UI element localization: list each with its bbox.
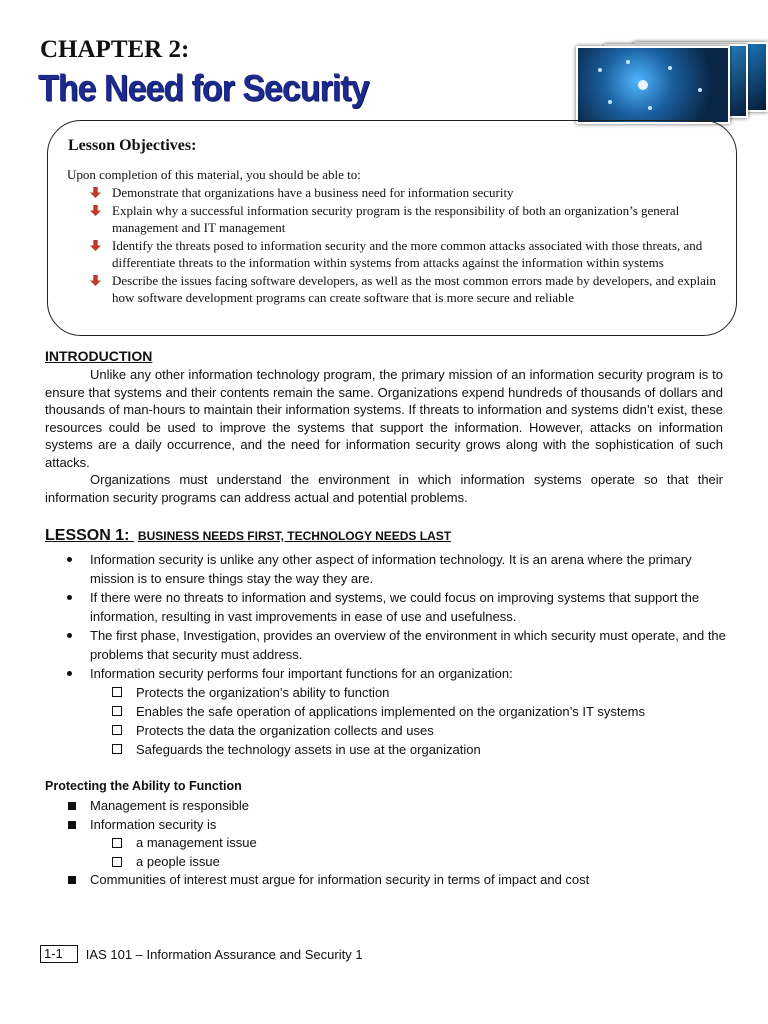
square-bullet-icon [68,821,76,829]
arrow-down-icon [90,187,101,198]
list-item: Information security is unlike any other aspect of information technology. It is an arena where the primary mission is to ensure things stay the way they are. [64,550,728,588]
page-footer [40,945,363,963]
square-bullet-icon [68,802,76,810]
bullet-icon [67,671,72,676]
arrow-down-icon [90,205,101,216]
sub-item: a people issue [112,853,726,872]
lesson-objectives-box [47,120,737,336]
list-item: If there were no threats to information and systems, we could focus on improving systems that support the information, resulting in vast improvements in ease of use and usefulness. [64,588,728,626]
lesson-1-heading [45,527,451,545]
protecting-list [66,797,726,890]
introduction-paragraph: Organizations must understand the environment in which information systems operate so that their information security programs can address actual and potential problems. [45,472,723,505]
objective-item: Describe the issues facing software developers, as well as the most common errors made by developers, and explain how software development programs can create software that is more secure and reliable [88,272,718,307]
objective-item: Identify the threats posed to information security and the more common attacks associated with those threats, and differentiate threats to the information within systems from attacks against the information within systems [88,237,718,272]
lesson-1-label: LESSON 1: [45,527,130,544]
protecting-sub-list [90,834,726,871]
course-name: IAS 101 – Information Assurance and Security 1 [85,946,363,962]
checkbox-square-icon [112,744,122,754]
protecting-heading: Protecting the Ability to Function [45,779,242,793]
page-title: The Need for Security [38,68,369,110]
list-item: Information security performs four important functions for an organization: Protects the organization’s ability to function Enables the safe operation of applications implemented on the organization’s IT systems Protects the data the organization collects and uses Safeguards the technology assets in use at the organization [64,664,728,759]
checkbox-square-icon [112,725,122,735]
chapter-label: CHAPTER 2: [40,36,190,63]
arrow-down-icon [90,275,101,286]
sub-item: a management issue [112,834,726,853]
objectives-list [88,184,718,307]
list-item: Management is responsible [66,797,726,816]
function-item: Protects the data the organization collects and uses [112,721,728,740]
cybersecurity-image [574,38,768,120]
introduction-paragraph: Unlike any other information technology program, the primary mission of an information security program is to ensure that systems and their contents remain the same. Organizations expend hundreds of thousands of dollars and thousands of man-hours to maintain their information systems. If threats to information and systems didn’t exist, these resources could be used to improve the systems that support the information. However, attacks on information systems are a daily occurrence, and the need for information security grows along with the sophistication of such attacks. [45,367,723,470]
square-bullet-icon [68,876,76,884]
objective-item: Demonstrate that organizations have a business need for information security [88,184,718,202]
checkbox-square-icon [112,838,122,848]
lesson-1-bullets [64,550,728,759]
page-number: 1-1 [40,945,78,963]
checkbox-square-icon [112,857,122,867]
functions-list [90,683,728,759]
function-item: Protects the organization’s ability to function [112,683,728,702]
bullet-icon [67,633,72,638]
list-item: The first phase, Investigation, provides an overview of the environment in which security must operate, and the problems that security must address. [64,626,728,664]
list-item: Information security is a management issue a people issue [66,816,726,872]
bullet-icon [67,595,72,600]
function-item: Enables the safe operation of applications implemented on the organization’s IT systems [112,702,728,721]
list-item: Communities of interest must argue for information security in terms of impact and cost [66,871,726,890]
checkbox-square-icon [112,706,122,716]
bullet-icon [67,557,72,562]
lesson-1-title: BUSINESS NEEDS FIRST, TECHNOLOGY NEEDS LAST [137,529,452,543]
introduction-heading: INTRODUCTION [45,348,153,364]
arrow-down-icon [90,240,101,251]
checkbox-square-icon [112,687,122,697]
image-card-front [576,46,730,124]
function-item: Safeguards the technology assets in use at the organization [112,740,728,759]
introduction-body [45,366,723,506]
objectives-heading: Lesson Objectives: [68,137,197,154]
objective-item: Explain why a successful information security program is the responsibility of both an organization’s general management and IT management [88,202,718,237]
objectives-intro: Upon completion of this material, you should be able to: [67,167,361,182]
